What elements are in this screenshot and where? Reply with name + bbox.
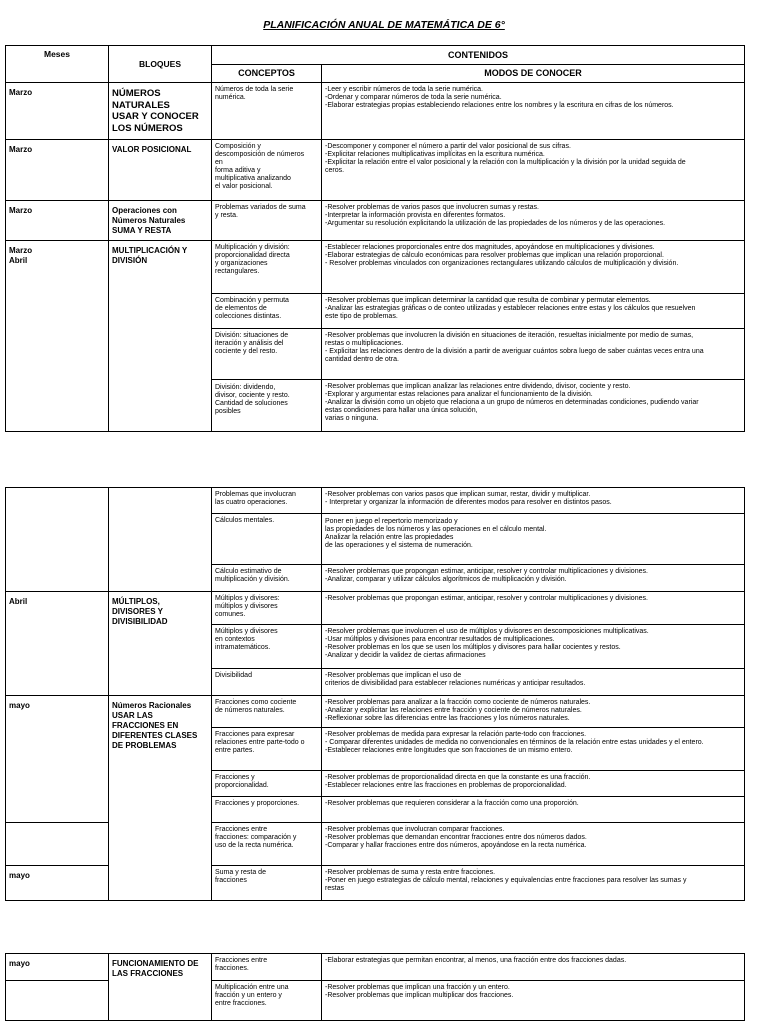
concept-cell: Múltiplos y divisores en contextos intramatemáticos. [212, 625, 322, 669]
modes-cell: -Descomponer y componer el número a partir del valor posicional de sus cifras. -Explicitar relaciones multiplicativas implícitas en la escritura numérica. -Explicitar la relación entre el valor posicional y la relación con la multiplicación y la división por la unidad seguida de ceros. [322, 140, 745, 201]
month-cell [6, 488, 109, 592]
header-conceptos: CONCEPTOS [212, 65, 322, 83]
modes-cell: -Resolver problemas que involucren la división en situaciones de iteración, resueltas inicialmente por medio de sumas, restas o multiplicaciones. - Explicitar las relaciones dentro de la división a partir de averiguar cuántos sobra luego de saber cuántas veces entra una cantidad dentro de otra. [322, 329, 745, 380]
table-row [6, 592, 745, 625]
modes-cell: -Resolver problemas que involucren el uso de múltiplos y divisores en descomposiciones multiplicativas. -Usar múltiplos y divisiones para encontrar resultados de multiplicaciones. -Resolver problemas en los que se usen los múltiplos y divisores para hallar cocientes y restos. -Analizar y decidir la validez de ciertas afirmaciones [322, 625, 745, 669]
header-contenidos: CONTENIDOS [212, 46, 745, 65]
block-cell: NÚMEROS NATURALES USAR Y CONOCER LOS NÚMEROS [109, 83, 212, 140]
modes-cell: -Resolver problemas de medida para expresar la relación parte-todo con fracciones. - Comparar diferentes unidades de medida no convencionales en términos de la relación entre estas unidades y el entero. -Establecer relaciones entre longitudes que son fracciones de un mismo entero. [322, 728, 745, 771]
modes-cell: -Resolver problemas de varios pasos que involucren sumas y restas. -Interpretar la información provista en diferentes formatos. -Argumentar su resolución explicitando la utilización de las propiedades de los números y de las operaciones. [322, 201, 745, 241]
block-cell: FUNCIONAMIENTO DE LAS FRACCIONES [109, 954, 212, 1021]
planning-table-1 [5, 45, 745, 432]
month-cell: mayo [6, 866, 109, 901]
month-cell: Marzo [6, 140, 109, 201]
table-row [6, 954, 745, 981]
concept-cell: Cálculo estimativo de multiplicación y división. [212, 565, 322, 592]
table-row [6, 140, 745, 201]
table-row [6, 696, 745, 728]
concept-cell: Cálculos mentales. [212, 514, 322, 565]
modes-cell: -Elaborar estrategias que permitan encontrar, al menos, una fracción entre dos fracciones dadas. [322, 954, 745, 981]
month-cell: Marzo Abril [6, 241, 109, 432]
modes-cell: Poner en juego el repertorio memorizado y las propiedades de los números y las operaciones en el cálculo mental. Analizar la relación entre las propiedades de las operaciones y el sistema de numeración. [322, 514, 745, 565]
modes-cell: -Establecer relaciones proporcionales entre dos magnitudes, apoyándose en multiplicaciones y divisiones. -Elaborar estrategias de cálculo económicas para resolver problemas que implican una relación proporcional. - Resolver problemas vinculados con organizaciones rectangulares utilizando cálculos de multiplicación y división. [322, 241, 745, 294]
concept-cell: Multiplicación y división: proporcionalidad directa y organizaciones rectangulares. [212, 241, 322, 294]
modes-cell: -Resolver problemas que requieren considerar a la fracción como una proporción. [322, 797, 745, 823]
block-cell: MÚLTIPLOS, DIVISORES Y DIVISIBILIDAD [109, 592, 212, 696]
month-cell [6, 981, 109, 1021]
modes-cell: -Resolver problemas que propongan estimar, anticipar, resolver y controlar multiplicaciones y divisiones. [322, 592, 745, 625]
concept-cell: Fracciones y proporcionalidad. [212, 771, 322, 797]
planning-table-2 [5, 487, 745, 901]
table-row [6, 241, 745, 294]
concept-cell: Múltiplos y divisores: múltiplos y divisores comunes. [212, 592, 322, 625]
month-cell: mayo [6, 954, 109, 981]
concept-cell: Fracciones para expresar relaciones entre parte-todo o entre partes. [212, 728, 322, 771]
month-cell [6, 823, 109, 866]
table-row [6, 488, 745, 514]
document-title: PLANIFICACIÓN ANUAL DE MATEMÁTICA DE 6° [263, 19, 505, 31]
concept-cell: Composición y descomposición de números en forma aditiva y multiplicativa analizando el valor posicional. [212, 140, 322, 201]
modes-cell: -Resolver problemas con varios pasos que implican sumar, restar, dividir y multiplicar. - Interpretar y organizar la información de diferentes modos para resolver en distintos pasos. [322, 488, 745, 514]
block-cell: MULTIPLICACIÓN Y DIVISIÓN [109, 241, 212, 432]
month-cell: Marzo [6, 201, 109, 241]
block-cell: Números Racionales USAR LAS FRACCIONES EN DIFERENTES CLASES DE PROBLEMAS [109, 696, 212, 901]
table-row [6, 83, 745, 140]
concept-cell: Problemas que involucran las cuatro operaciones. [212, 488, 322, 514]
concept-cell: Combinación y permuta de elementos de colecciones distintas. [212, 294, 322, 329]
month-cell: mayo [6, 696, 109, 823]
concept-cell: Fracciones como cociente de números naturales. [212, 696, 322, 728]
modes-cell: -Resolver problemas de suma y resta entre fracciones. -Poner en juego estrategias de cálculo mental, relaciones y equivalencias entre fracciones para resolver las sumas y restas [322, 866, 745, 901]
modes-cell: -Resolver problemas que implican determinar la cantidad que resulta de combinar y permutar elementos. -Analizar las estrategias gráficas o de conteo utilizadas y establecer relaciones entre estas y los cálculos que resuelven este tipo de problemas. [322, 294, 745, 329]
month-cell: Marzo [6, 83, 109, 140]
concept-cell: Fracciones entre fracciones: comparación y uso de la recta numérica. [212, 823, 322, 866]
concept-cell: Divisibilidad [212, 669, 322, 696]
block-cell: VALOR POSICIONAL [109, 140, 212, 201]
concept-cell: Fracciones y proporciones. [212, 797, 322, 823]
month-cell: Abril [6, 592, 109, 696]
modes-cell: -Leer y escribir números de toda la serie numérica. -Ordenar y comparar números de toda la serie numérica. -Elaborar estrategias propias estableciendo relaciones entre los nombres y la escritura en cifras de los números. [322, 83, 745, 140]
header-modos-de-conocer: MODOS DE CONOCER [322, 65, 745, 83]
concept-cell: Multiplicación entre una fracción y un entero y entre fracciones. [212, 981, 322, 1021]
modes-cell: -Resolver problemas que implican una fracción y un entero. -Resolver problemas que implican multiplicar dos fracciones. [322, 981, 745, 1021]
modes-cell: -Resolver problemas que implican el uso de criterios de divisibilidad para establecer relaciones numéricas y anticipar resultados. [322, 669, 745, 696]
table-row [6, 201, 745, 241]
modes-cell: -Resolver problemas que implican analizar las relaciones entre dividendo, divisor, cociente y resto. -Explorar y argumentar estas relaciones para analizar el funcionamiento de la división. -Analizar la división como un objeto que relaciona a un grupo de números en determinadas condiciones, pudiendo variar estas condiciones para hallar una única solución, varias o ninguna. [322, 380, 745, 432]
block-cell: Operaciones con Números Naturales SUMA Y RESTA [109, 201, 212, 241]
concept-cell: División: dividendo, divisor, cociente y resto. Cantidad de soluciones posibles [212, 380, 322, 432]
modes-cell: -Resolver problemas de proporcionalidad directa en que la constante es una fracción. -Establecer relaciones entre las fracciones en problemas de proporcionalidad. [322, 771, 745, 797]
block-cell [109, 488, 212, 592]
modes-cell: -Resolver problemas que involucran comparar fracciones. -Resolver problemas que demandan encontrar fracciones entre dos números dados. -Comparar y hallar fracciones entre dos números, apoyándose en la recta numérica. [322, 823, 745, 866]
planning-table-3 [5, 953, 745, 1021]
concept-cell: Problemas variados de suma y resta. [212, 201, 322, 241]
concept-cell: Fracciones entre fracciones. [212, 954, 322, 981]
modes-cell: -Resolver problemas para analizar a la fracción como cociente de números naturales. -Analizar y explicitar las relaciones entre fracción y cociente de números naturales. -Reflexionar sobre las diferencias entre las fracciones y los números naturales. [322, 696, 745, 728]
concept-cell: Números de toda la serie numérica. [212, 83, 322, 140]
header-bloques: BLOQUES [109, 46, 212, 83]
modes-cell: -Resolver problemas que propongan estimar, anticipar, resolver y controlar multiplicaciones y divisiones. -Analizar, comparar y utilizar cálculos algorítmicos de multiplicación y división. [322, 565, 745, 592]
header-meses: Meses [6, 46, 109, 83]
concept-cell: Suma y resta de fracciones [212, 866, 322, 901]
concept-cell: División: situaciones de iteración y análisis del cociente y del resto. [212, 329, 322, 380]
